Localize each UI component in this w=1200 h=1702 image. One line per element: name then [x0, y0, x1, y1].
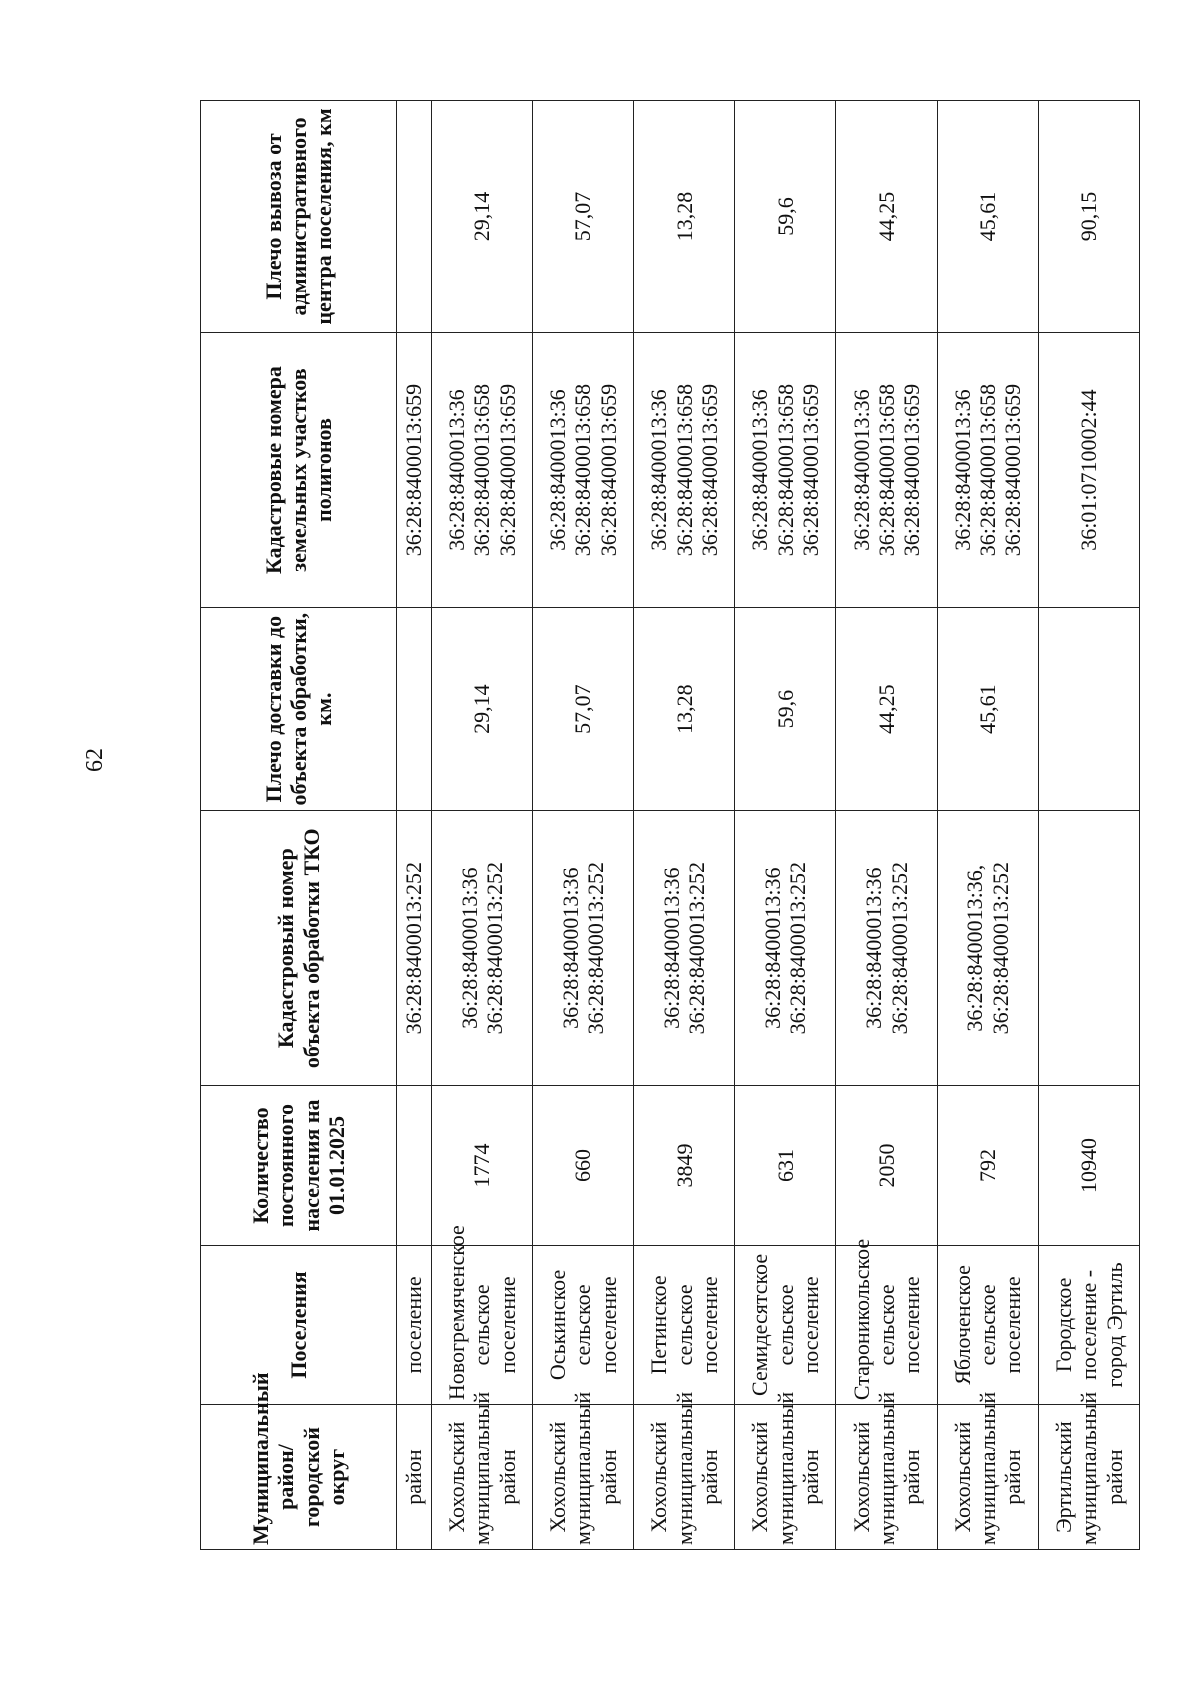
cell-cadastral-processing	[937, 811, 1038, 1086]
cell-population: 2050	[836, 1086, 937, 1245]
cell-district: Хохольский муниципальный район	[735, 1405, 836, 1550]
cell-settlement: Оськинское сельское поселение	[532, 1245, 633, 1404]
cell-cadastral-landfill	[532, 332, 633, 607]
cell-district: Хохольский муниципальный район	[836, 1405, 937, 1550]
cell-district: район	[397, 1405, 432, 1550]
cell-removal-distance: 44,25	[836, 101, 937, 333]
cell-removal-distance: 13,28	[634, 101, 735, 333]
cell-population: 1774	[431, 1086, 532, 1245]
cadastral-number: 36:28:8400013:659	[401, 383, 427, 557]
cadastral-number: 36:28:8400013:36,	[962, 864, 988, 1032]
cell-population	[397, 1086, 432, 1245]
cadastral-number: 36:28:8400013:659	[1000, 383, 1026, 557]
cell-cadastral-landfill	[836, 332, 937, 607]
cell-district: Хохольский муниципальный район	[634, 1405, 735, 1550]
cadastral-number: 36:28:8400013:658	[873, 383, 899, 557]
cell-removal-distance	[397, 101, 432, 333]
cadastral-number: 36:28:8400013:658	[469, 383, 495, 557]
table-row	[532, 101, 633, 1550]
cadastral-number: 36:28:8400013:36	[646, 389, 672, 551]
cadastral-number: 36:28:8400013:252	[684, 862, 710, 1035]
cell-delivery-distance: 44,25	[836, 608, 937, 811]
cadastral-number: 36:28:8400013:252	[481, 862, 507, 1035]
cell-cadastral-landfill	[397, 332, 432, 607]
table-row	[634, 101, 735, 1550]
header-population: Количество постоянного населения на 01.01.2025	[201, 1086, 397, 1245]
cadastral-number: 36:28:8400013:36	[456, 867, 482, 1029]
cell-cadastral-processing	[397, 811, 432, 1086]
cell-cadastral-processing	[532, 811, 633, 1086]
cell-cadastral-processing	[735, 811, 836, 1086]
cadastral-number: 36:28:8400013:659	[696, 383, 722, 557]
cell-cadastral-landfill	[634, 332, 735, 607]
cadastral-number: 36:28:8400013:36	[443, 389, 469, 551]
cell-population: 631	[735, 1086, 836, 1245]
cadastral-number: 36:28:8400013:36	[861, 867, 887, 1029]
cell-settlement: Городское поселение - город Эртиль	[1038, 1245, 1139, 1404]
table-row	[836, 101, 937, 1550]
cadastral-number: 36:28:8400013:36	[545, 389, 571, 551]
cadastral-number: 36:28:8400013:659	[595, 383, 621, 557]
table-body	[397, 101, 1140, 1550]
cadastral-number: 36:28:8400013:658	[570, 383, 596, 557]
cell-removal-distance: 90,15	[1038, 101, 1139, 333]
table-row	[1038, 101, 1139, 1550]
cadastral-number: 36:28:8400013:36	[658, 867, 684, 1029]
cell-removal-distance: 57,07	[532, 101, 633, 333]
cell-settlement: Петинское сельское поселение	[634, 1245, 735, 1404]
cell-removal-distance: 59,6	[735, 101, 836, 333]
cell-population: 3849	[634, 1086, 735, 1245]
cadastral-number: 36:28:8400013:659	[798, 383, 824, 557]
cell-district: Эртильский муниципальный район	[1038, 1405, 1139, 1550]
cell-cadastral-processing	[431, 811, 532, 1086]
cadastral-number: 36:28:8400013:659	[899, 383, 925, 557]
cell-delivery-distance: 57,07	[532, 608, 633, 811]
cadastral-number: 36:28:8400013:36	[848, 389, 874, 551]
header-cadastral-landfill: Кадастровые номера земельных участков полигонов	[201, 332, 397, 607]
page-number: 62	[82, 748, 108, 772]
cell-removal-distance: 29,14	[431, 101, 532, 333]
table-row	[735, 101, 836, 1550]
header-delivery-distance: Плечо доставки до объекта обработки, км.	[201, 608, 397, 811]
cell-delivery-distance: 45,61	[937, 608, 1038, 811]
cadastral-number: 36:28:8400013:659	[494, 383, 520, 557]
cell-delivery-distance: 29,14	[431, 608, 532, 811]
cadastral-number: 36:28:8400013:36	[747, 389, 773, 551]
cell-settlement: Яблоченское сельское поселение	[937, 1245, 1038, 1404]
header-cadastral-processing: Кадастровый номер объекта обработки ТКО	[201, 811, 397, 1086]
cell-settlement: Семидесятское сельское поселение	[735, 1245, 836, 1404]
cell-cadastral-processing	[836, 811, 937, 1086]
cell-settlement: Староникольское сельское поселение	[836, 1245, 937, 1404]
cadastral-number: 36:28:8400013:36	[760, 867, 786, 1029]
cell-district: Хохольский муниципальный район	[532, 1405, 633, 1550]
cell-cadastral-landfill	[735, 332, 836, 607]
cadastral-number: 36:01:0710002:44	[1076, 389, 1102, 551]
cell-district: Хохольский муниципальный район	[937, 1405, 1038, 1550]
header-row	[201, 101, 397, 1550]
cadastral-number: 36:28:8400013:252	[583, 862, 609, 1035]
cadastral-number: 36:28:8400013:252	[401, 862, 427, 1035]
cadastral-number: 36:28:8400013:252	[987, 862, 1013, 1035]
rotated-table-wrapper	[200, 100, 1140, 1550]
cell-cadastral-landfill	[431, 332, 532, 607]
cell-cadastral-processing	[634, 811, 735, 1086]
header-removal-distance: Плечо вывоза от административного центра поселения, км	[201, 101, 397, 333]
cell-delivery-distance: 13,28	[634, 608, 735, 811]
table-row	[431, 101, 532, 1550]
header-district: Муниципальный район/ городской округ	[201, 1405, 397, 1550]
cell-delivery-distance	[397, 608, 432, 811]
settlements-table	[200, 100, 1140, 1550]
cadastral-number: 36:28:8400013:658	[975, 383, 1001, 557]
cell-delivery-distance: 59,6	[735, 608, 836, 811]
cadastral-number: 36:28:8400013:36	[557, 867, 583, 1029]
cadastral-number: 36:28:8400013:658	[772, 383, 798, 557]
cadastral-number: 36:28:8400013:252	[886, 862, 912, 1035]
cadastral-number: 36:28:8400013:252	[785, 862, 811, 1035]
header-settlement: Поселения	[201, 1245, 397, 1404]
cell-removal-distance: 45,61	[937, 101, 1038, 333]
table-row	[937, 101, 1038, 1550]
cell-settlement: поселение	[397, 1245, 432, 1404]
cell-population: 792	[937, 1086, 1038, 1245]
table-row	[397, 101, 432, 1550]
cell-population: 660	[532, 1086, 633, 1245]
cell-cadastral-landfill	[1038, 332, 1139, 607]
cell-district: Хохольский муниципальный район	[431, 1405, 532, 1550]
cell-population: 10940	[1038, 1086, 1139, 1245]
cell-settlement: Новогремяченское сельское поселение	[431, 1245, 532, 1404]
cell-delivery-distance	[1038, 608, 1139, 811]
cadastral-number: 36:28:8400013:658	[671, 383, 697, 557]
cadastral-number: 36:28:8400013:36	[949, 389, 975, 551]
cell-cadastral-landfill	[937, 332, 1038, 607]
cell-cadastral-processing	[1038, 811, 1139, 1086]
